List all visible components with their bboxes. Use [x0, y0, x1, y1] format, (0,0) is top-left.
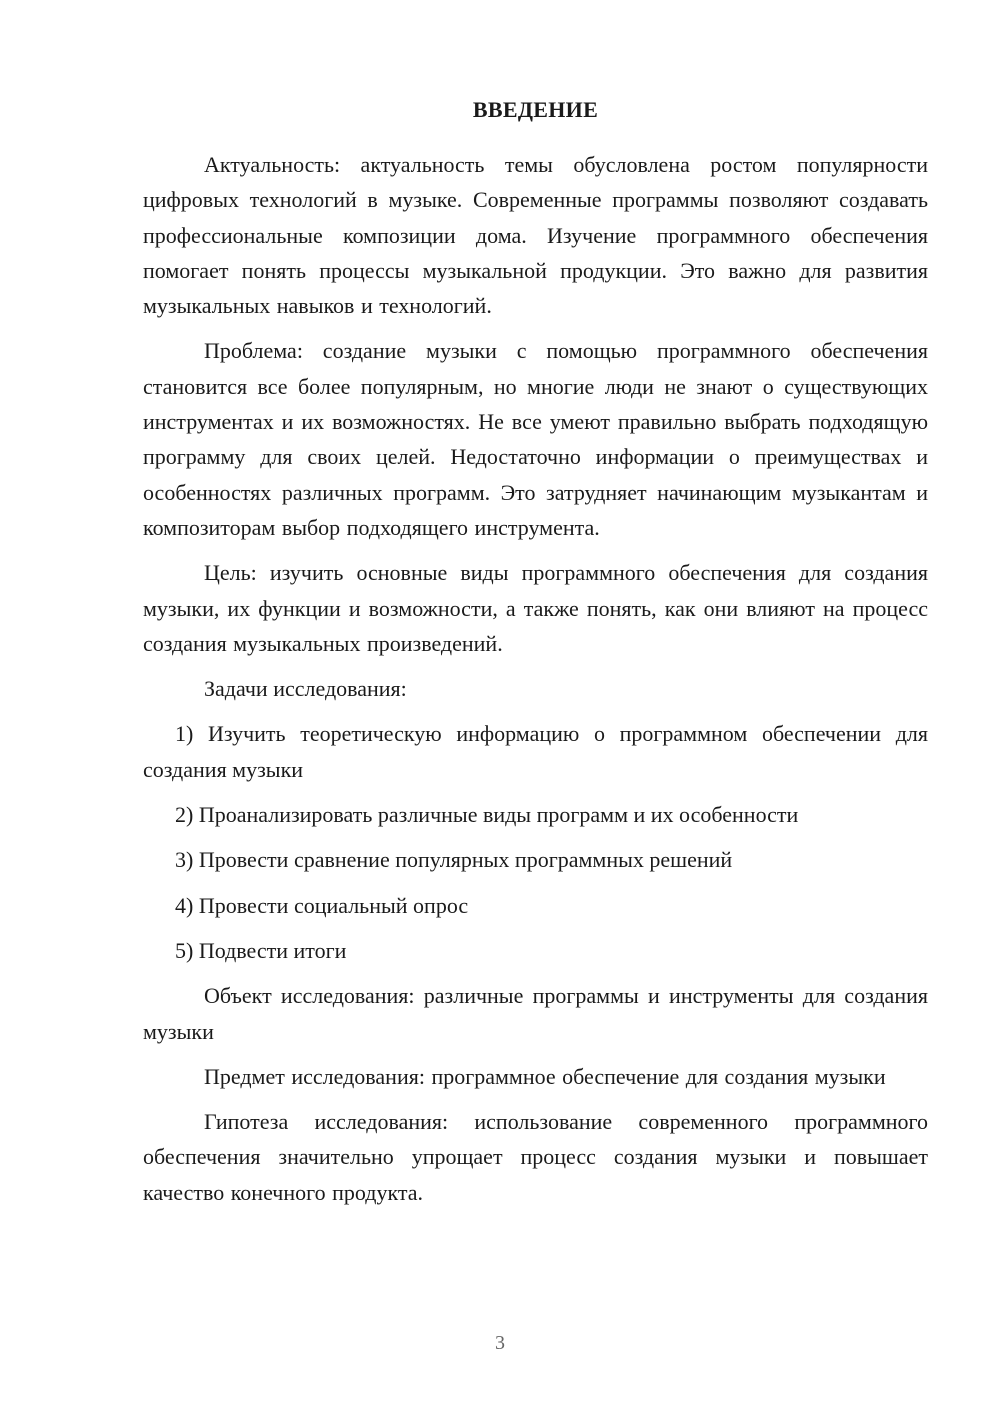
task-item: 2) Проанализировать различные виды программ и их особенности — [175, 802, 799, 828]
paragraph-subject: Предмет исследования: программное обеспечение для создания музыки — [204, 1063, 886, 1089]
task-item: 3) Провести сравнение популярных программных решений — [175, 847, 733, 873]
section-title: ВВЕДЕНИЕ — [472, 97, 599, 122]
task-item: 4) Провести социальный опрос — [175, 892, 469, 918]
tasks-heading: Задачи исследования: — [204, 676, 407, 702]
paragraph-goal: Цель: изучить основные виды программного обеспечения для создания музыки, их функции и возможности, а также понять, как они влияют на процесс создания музыкальных произведений. — [143, 560, 928, 656]
document-page — [143, 92, 928, 1220]
task-item: 5) Подвести итоги — [175, 937, 347, 963]
paragraph-object: Объект исследования: различные программы и инструменты для создания музыки — [143, 983, 928, 1044]
paragraph-hypothesis: Гипотеза исследования: использование современного программного обеспечения значительно упрощает процесс создания музыки и повышает качество конечного продукта. — [143, 1109, 928, 1205]
paragraph-problem: Проблема: создание музыки с помощью программного обеспечения становится все более популярным, но многие люди не знают о существующих инструментах и их возможностях. Не все умеют правильно выбрать подходящую программу для своих целей. Недостаточно информации о преимуществах и особенностях различных программ. Это затрудняет начинающим музыкантам и композиторам выбор подходящего инструмента. — [143, 338, 928, 540]
paragraph-relevance: Актуальность: актуальность темы обусловлена ростом популярности цифровых технологий в музыке. Современные программы позволяют создавать профессиональные композиции дома. Изучение программного обеспечения помогает понять процессы музыкальной продукции. Это важно для развития музыкальных навыков и технологий. — [143, 152, 928, 319]
task-item: 1) Изучить теоретическую информацию о программном обеспечении для создания музыки — [143, 721, 928, 782]
page-number: 3 — [495, 1332, 505, 1354]
